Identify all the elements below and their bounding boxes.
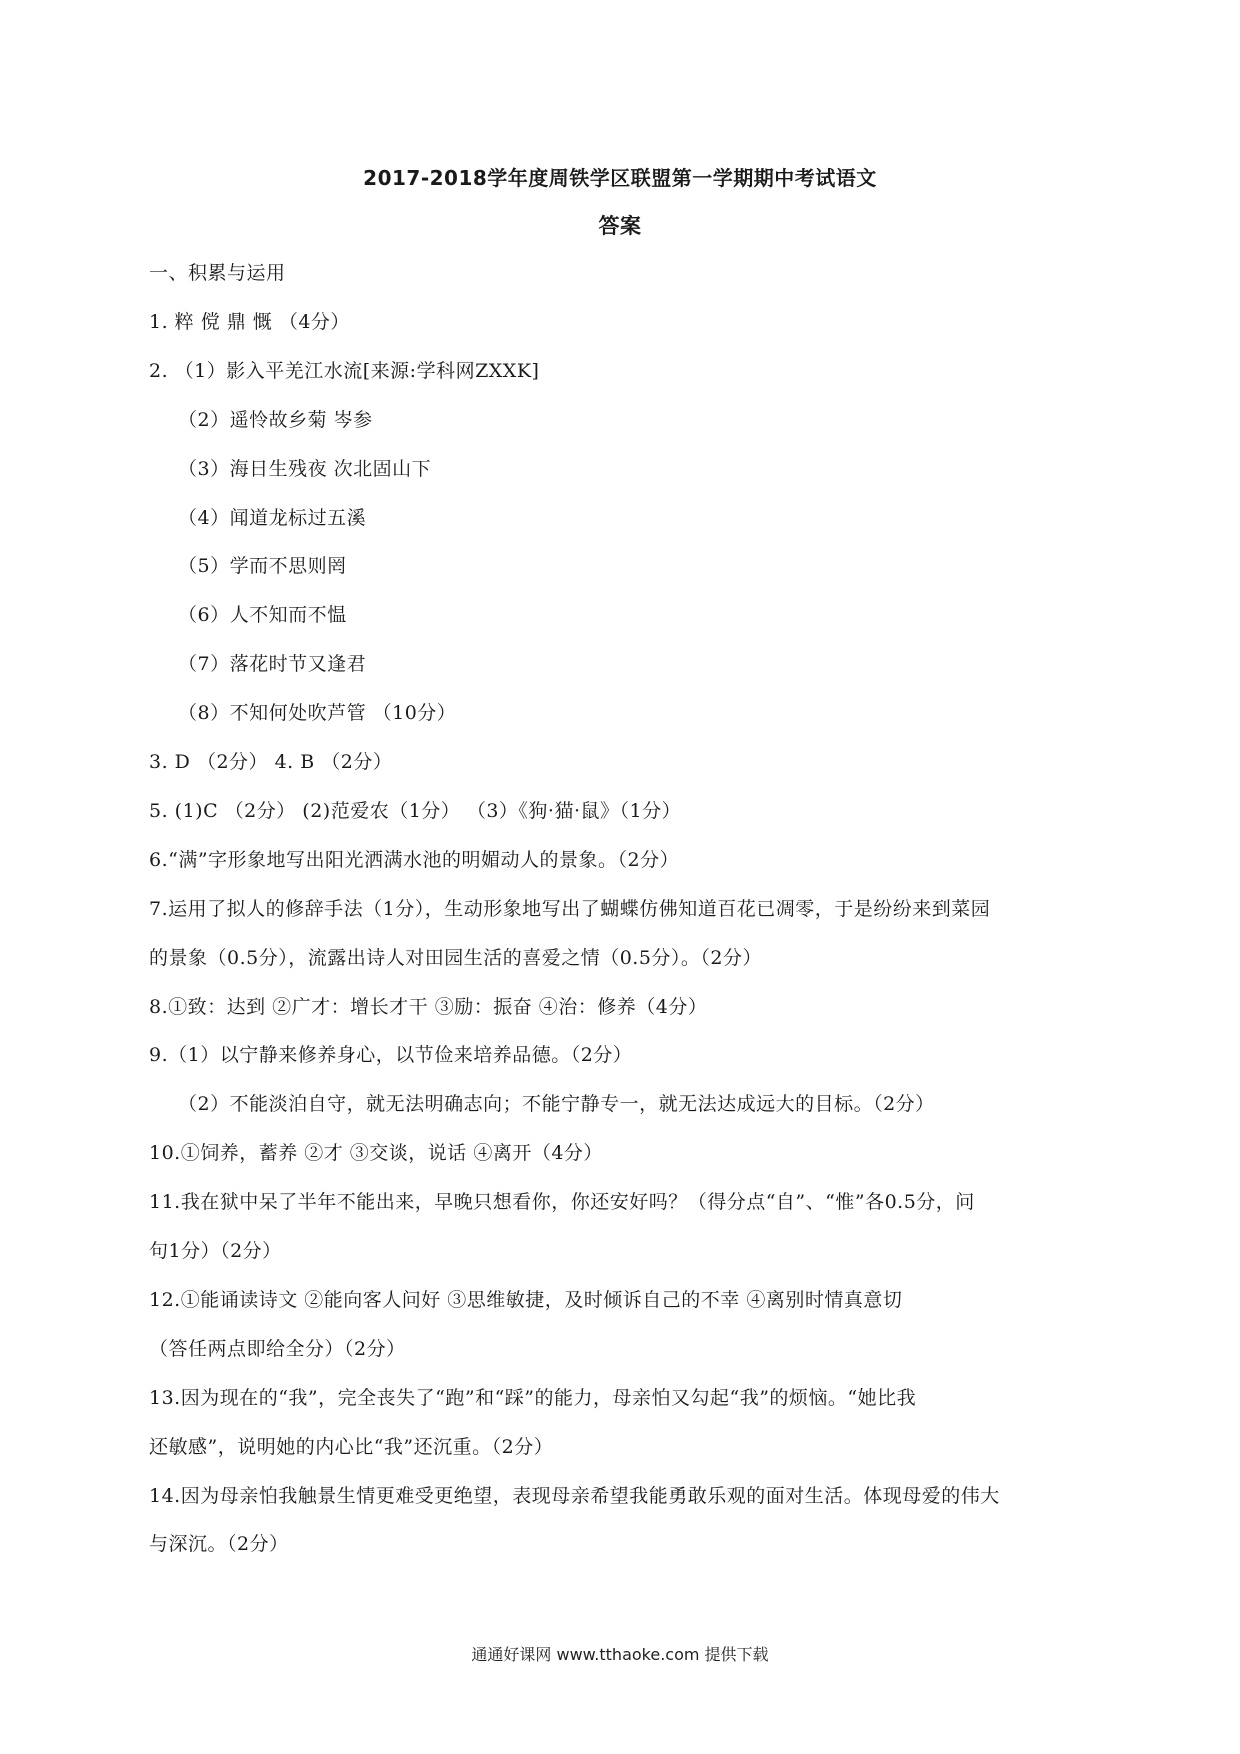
answer-line: 11.我在狱中呆了半年不能出来，早晚只想看你，你还安好吗？（得分点“自”、“惟”各0.5分，问 bbox=[149, 1191, 975, 1214]
answer-line: （7）落花时节又逢君 bbox=[178, 653, 367, 676]
answer-line: 12.①能诵读诗文 ②能向客人问好 ③思维敏捷，及时倾诉自己的不幸 ④离别时情真意切 bbox=[149, 1288, 903, 1311]
answer-line: 句1分）（2分） bbox=[149, 1240, 282, 1262]
answer-line: 2. （1）影入平羌江水流[来源:学科网ZXXK] bbox=[149, 359, 540, 382]
answer-line: 6.“满”字形象地写出阳光洒满水池的明媚动人的景象。（2分） bbox=[149, 848, 680, 871]
answer-line: （4）闻道龙标过五溪 bbox=[178, 506, 367, 529]
answer-line: 与深沉。（2分） bbox=[149, 1533, 289, 1556]
document-title: 2017-2018学年度周铁学区联盟第一学期期中考试语文 bbox=[363, 166, 877, 190]
answer-line: 13.因为现在的“我”，完全丧失了“跑”和“踩”的能力，母亲怕又勾起“我”的烦恼。“她比我 bbox=[149, 1386, 917, 1409]
answer-line: 一、积累与运用 bbox=[149, 262, 286, 284]
answer-line: 14.因为母亲怕我触景生情更难受更绝望，表现母亲希望我能勇敢乐观的面对生活。体现母爱的伟大 bbox=[149, 1484, 1000, 1507]
answer-line: 的景象（0.5分），流露出诗人对田园生活的喜爱之情（0.5分）。（2分） bbox=[149, 946, 763, 969]
answer-line: 7.运用了拟人的修辞手法（1分），生动形象地写出了蝴蝶仿佛知道百花已凋零，于是纷纷来到菜园 bbox=[149, 897, 991, 920]
answer-line: （2）不能淡泊自守，就无法明确志向；不能宁静专一，就无法达成远大的目标。（2分） bbox=[178, 1093, 935, 1116]
footer-watermark: 通通好课网 www.tthaoke.com 提供下载 bbox=[471, 1645, 769, 1664]
answer-line: 还敏感”，说明她的内心比“我”还沉重。（2分） bbox=[149, 1435, 554, 1458]
answer-line: 10.①饲养，蓄养 ②才 ③交谈，说话 ④离开（4分） bbox=[149, 1142, 603, 1165]
answer-line: （5）学而不思则罔 bbox=[178, 555, 347, 578]
answer-line: （8）不知何处吹芦管 （10分） bbox=[178, 702, 457, 725]
answer-line: （6）人不知而不愠 bbox=[178, 604, 347, 627]
answer-line: 5. (1)C （2分） (2)范爱农（1分） （3）《狗·猫·鼠》（1分） bbox=[149, 799, 682, 822]
answer-line: （3）海日生残夜 次北固山下 bbox=[178, 457, 432, 480]
document-subtitle: 答案 bbox=[598, 214, 642, 238]
answer-line: 9.（1）以宁静来修养身心，以节俭来培养品德。（2分） bbox=[149, 1044, 633, 1067]
answer-line: （2）遥怜故乡菊 岑参 bbox=[178, 408, 373, 431]
answer-line: 8.①致：达到 ②广才：增长才干 ③励：振奋 ④治：修养（4分） bbox=[149, 995, 708, 1018]
answer-line: 1. 粹 傥 鼎 慨 （4分） bbox=[149, 310, 350, 333]
answer-line: 3. D （2分） 4. B （2分） bbox=[149, 751, 393, 773]
answer-line: （答任两点即给全分）（2分） bbox=[149, 1337, 406, 1360]
